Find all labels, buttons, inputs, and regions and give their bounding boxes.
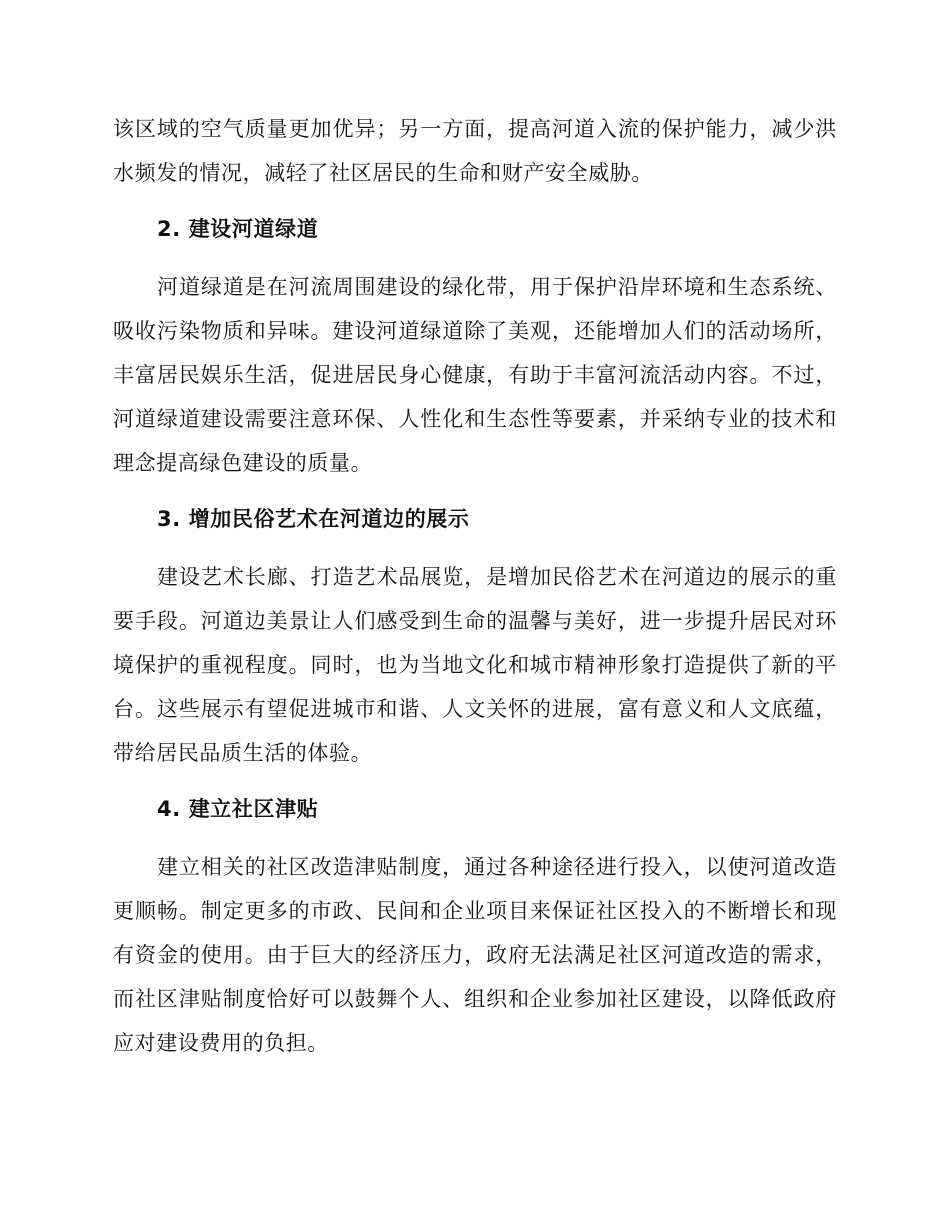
document-page — [113, 107, 837, 1065]
section-body-4: 建立相关的社区改造津贴制度，通过各种途径进行投入，以使河道改造更顺畅。制定更多的市政、民间和企业项目来保证社区投入的不断增长和现有资金的使用。由于巨大的经济压力，政府无法满足社区河道改造的需求，而社区津贴制度恰好可以鼓舞个人、组织和企业参加社区建设，以降低政府应对建设费用的负担。 — [113, 855, 837, 1055]
intro-paragraph: 该区域的空气质量更加优异；另一方面，提高河道入流的保护能力，减少洪水频发的情况，减轻了社区居民的生命和财产安全威胁。 — [113, 117, 837, 185]
section-heading-4: 4. 建立社区津贴 — [157, 797, 319, 821]
section-heading-2: 2. 建设河道绿道 — [157, 217, 319, 241]
section-body-2: 河道绿道是在河流周围建设的绿化带，用于保护沿岸环境和生态系统、吸收污染物质和异味。建设河道绿道除了美观，还能增加人们的活动场所，丰富居民娱乐生活，促进居民身心健康，有助于丰富河流活动内容。不过，河道绿道建设需要注意环保、人性化和生态性等要素，并采纳专业的技术和理念提高绿色建设的质量。 — [113, 275, 837, 475]
section-body-3: 建设艺术长廊、打造艺术品展览，是增加民俗艺术在河道边的展示的重要手段。河道边美景让人们感受到生命的温馨与美好，进一步提升居民对环境保护的重视程度。同时，也为当地文化和城市精神形象打造提供了新的平台。这些展示有望促进城市和谐、人文关怀的进展，富有意义和人文底蕴，带给居民品质生活的体验。 — [113, 565, 837, 765]
section-heading-3: 3. 增加民俗艺术在河道边的展示 — [157, 507, 470, 531]
